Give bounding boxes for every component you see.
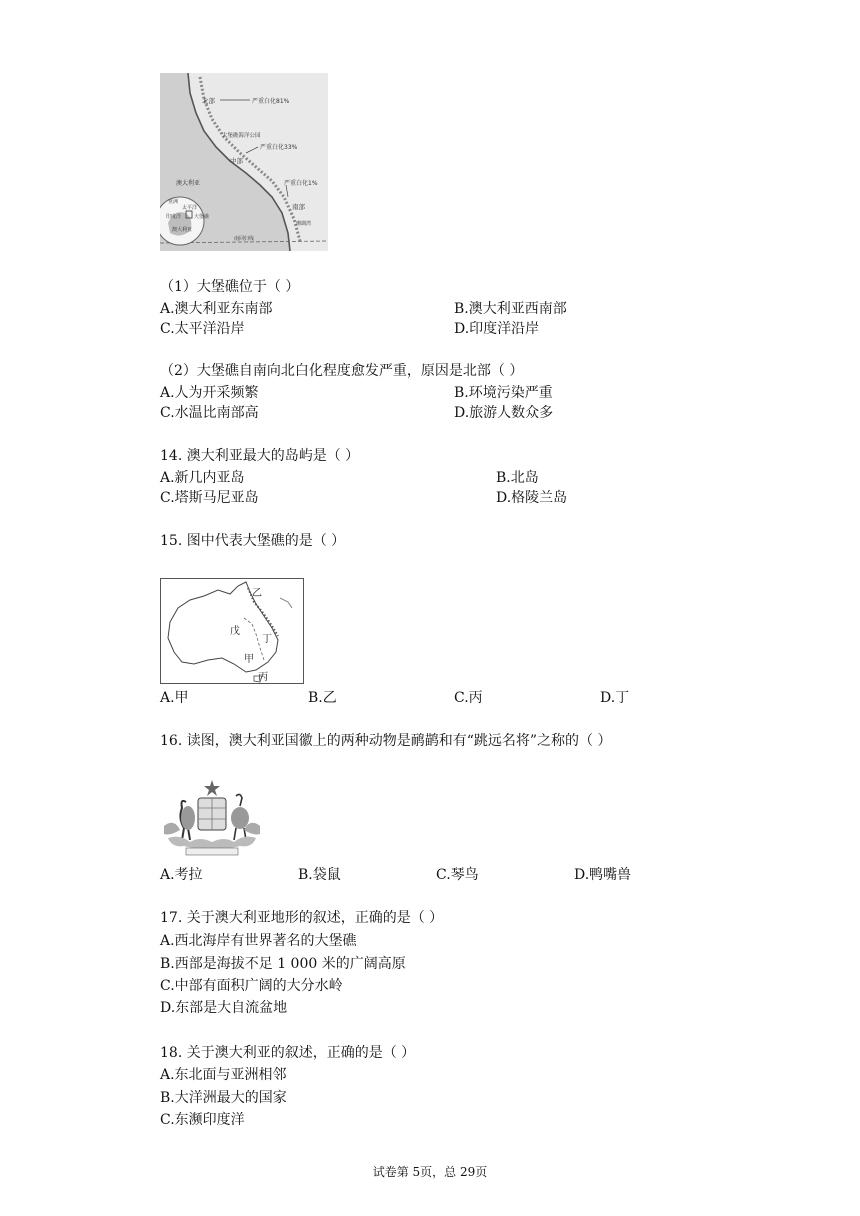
inset-label-reef: 大堡礁 (194, 214, 210, 220)
reef-bleaching-map-svg (160, 73, 328, 251)
q13-sub1-option-d[interactable]: D.印度洋沿岸 (454, 321, 540, 337)
q17-option-b[interactable]: B.西部是海拔不足 1 000 米的广阔高原 (160, 956, 406, 972)
map-note-south: 严重白化1% (284, 180, 318, 187)
coat-of-arms-svg (160, 778, 264, 858)
page-footer: 试卷第 5页，总 29页 (372, 1165, 488, 1179)
inset-label-indian: 印度洋 (166, 214, 182, 220)
q18-option-b[interactable]: B.大洋洲最大的国家 (160, 1090, 287, 1106)
reef-bleaching-map (160, 73, 328, 251)
map-label-australia: 澳大利亚 (176, 180, 201, 187)
map-label-ding: 丁 (262, 634, 272, 645)
map-label-park: 大堡礁海洋公园 (222, 133, 261, 139)
map-label-bay: 珊瑚湾 (296, 221, 312, 227)
australia-outline-map-svg (160, 578, 304, 684)
q18-option-a[interactable]: A.东北面与亚洲相邻 (160, 1067, 287, 1083)
inset-label-aus: 澳大利亚 (172, 227, 193, 233)
map-label-yi: 乙 (252, 588, 262, 599)
q16-option-d[interactable]: D.鸭嘴兽 (574, 867, 632, 883)
q13-sub1-option-a[interactable]: A.澳大利亚东南部 (160, 301, 273, 317)
q18-option-c[interactable]: C.东濒印度洋 (160, 1112, 245, 1128)
q13-sub2-stem: （2）大堡礁自南向北白化程度愈发严重，原因是北部（ ） (160, 363, 524, 379)
q16-stem: 16. 读图，澳大利亚国徽上的两种动物是鸸鹋和有“跳远名将”之称的（ ） (160, 733, 612, 749)
map-label-middle: 中部 (230, 157, 243, 165)
q14-option-b[interactable]: B.北岛 (496, 470, 539, 486)
australia-coat-of-arms (160, 778, 264, 858)
q18-stem: 18. 关于澳大利亚的叙述，正确的是（ ） (160, 1045, 416, 1061)
map-label-tropic: 南回归线 (234, 236, 255, 242)
map-label-jia: 甲 (244, 654, 254, 665)
inset-label-pacific: 太平洋 (182, 205, 198, 211)
q15-option-c[interactable]: C.丙 (454, 690, 483, 706)
q13-sub2-option-b[interactable]: B.环境污染严重 (454, 385, 553, 401)
map-note-middle: 严重白化33% (260, 144, 298, 151)
q14-option-a[interactable]: A.新几内亚岛 (160, 470, 245, 486)
q15-option-a[interactable]: A.甲 (160, 690, 189, 706)
q13-sub1-option-c[interactable]: C.太平洋沿岸 (160, 321, 245, 337)
q15-option-d[interactable]: D.丁 (600, 690, 630, 706)
q14-option-c[interactable]: C.塔斯马尼亚岛 (160, 490, 259, 506)
map-label-south: 南部 (292, 203, 305, 211)
q17-option-a[interactable]: A.西北海岸有世界著名的大堡礁 (160, 933, 357, 949)
q13-sub1-option-b[interactable]: B.澳大利亚西南部 (454, 301, 567, 317)
q13-sub2-option-a[interactable]: A.人为开采频繁 (160, 385, 259, 401)
q13-sub2-option-d[interactable]: D.旅游人数众多 (454, 405, 554, 421)
q16-option-c[interactable]: C.琴鸟 (436, 867, 479, 883)
q14-option-d[interactable]: D.格陵兰岛 (496, 490, 568, 506)
q14-stem: 14. 澳大利亚最大的岛屿是（ ） (160, 448, 360, 464)
q13-sub1-stem: （1）大堡礁位于（ ） (160, 279, 300, 295)
inset-label-asia: 亚洲 (168, 199, 179, 205)
q16-option-b[interactable]: B.袋鼠 (298, 867, 341, 883)
q15-option-b[interactable]: B.乙 (308, 690, 337, 706)
map-note-north: 严重白化81% (252, 98, 290, 105)
q17-option-c[interactable]: C.中部有面积广阔的大分水岭 (160, 978, 343, 994)
q17-option-d[interactable]: D.东部是大自流盆地 (160, 1000, 288, 1016)
map-label-bing: 丙 (258, 672, 268, 683)
q13-sub2-option-c[interactable]: C.水温比南部高 (160, 405, 259, 421)
q16-option-a[interactable]: A.考拉 (160, 867, 203, 883)
map-label-north: 北部 (202, 97, 215, 105)
map-label-wu: 戊 (230, 626, 240, 637)
q15-stem: 15. 图中代表大堡礁的是（ ） (160, 533, 346, 549)
australia-outline-map (160, 578, 304, 684)
q17-stem: 17. 关于澳大利亚地形的叙述，正确的是（ ） (160, 910, 444, 926)
